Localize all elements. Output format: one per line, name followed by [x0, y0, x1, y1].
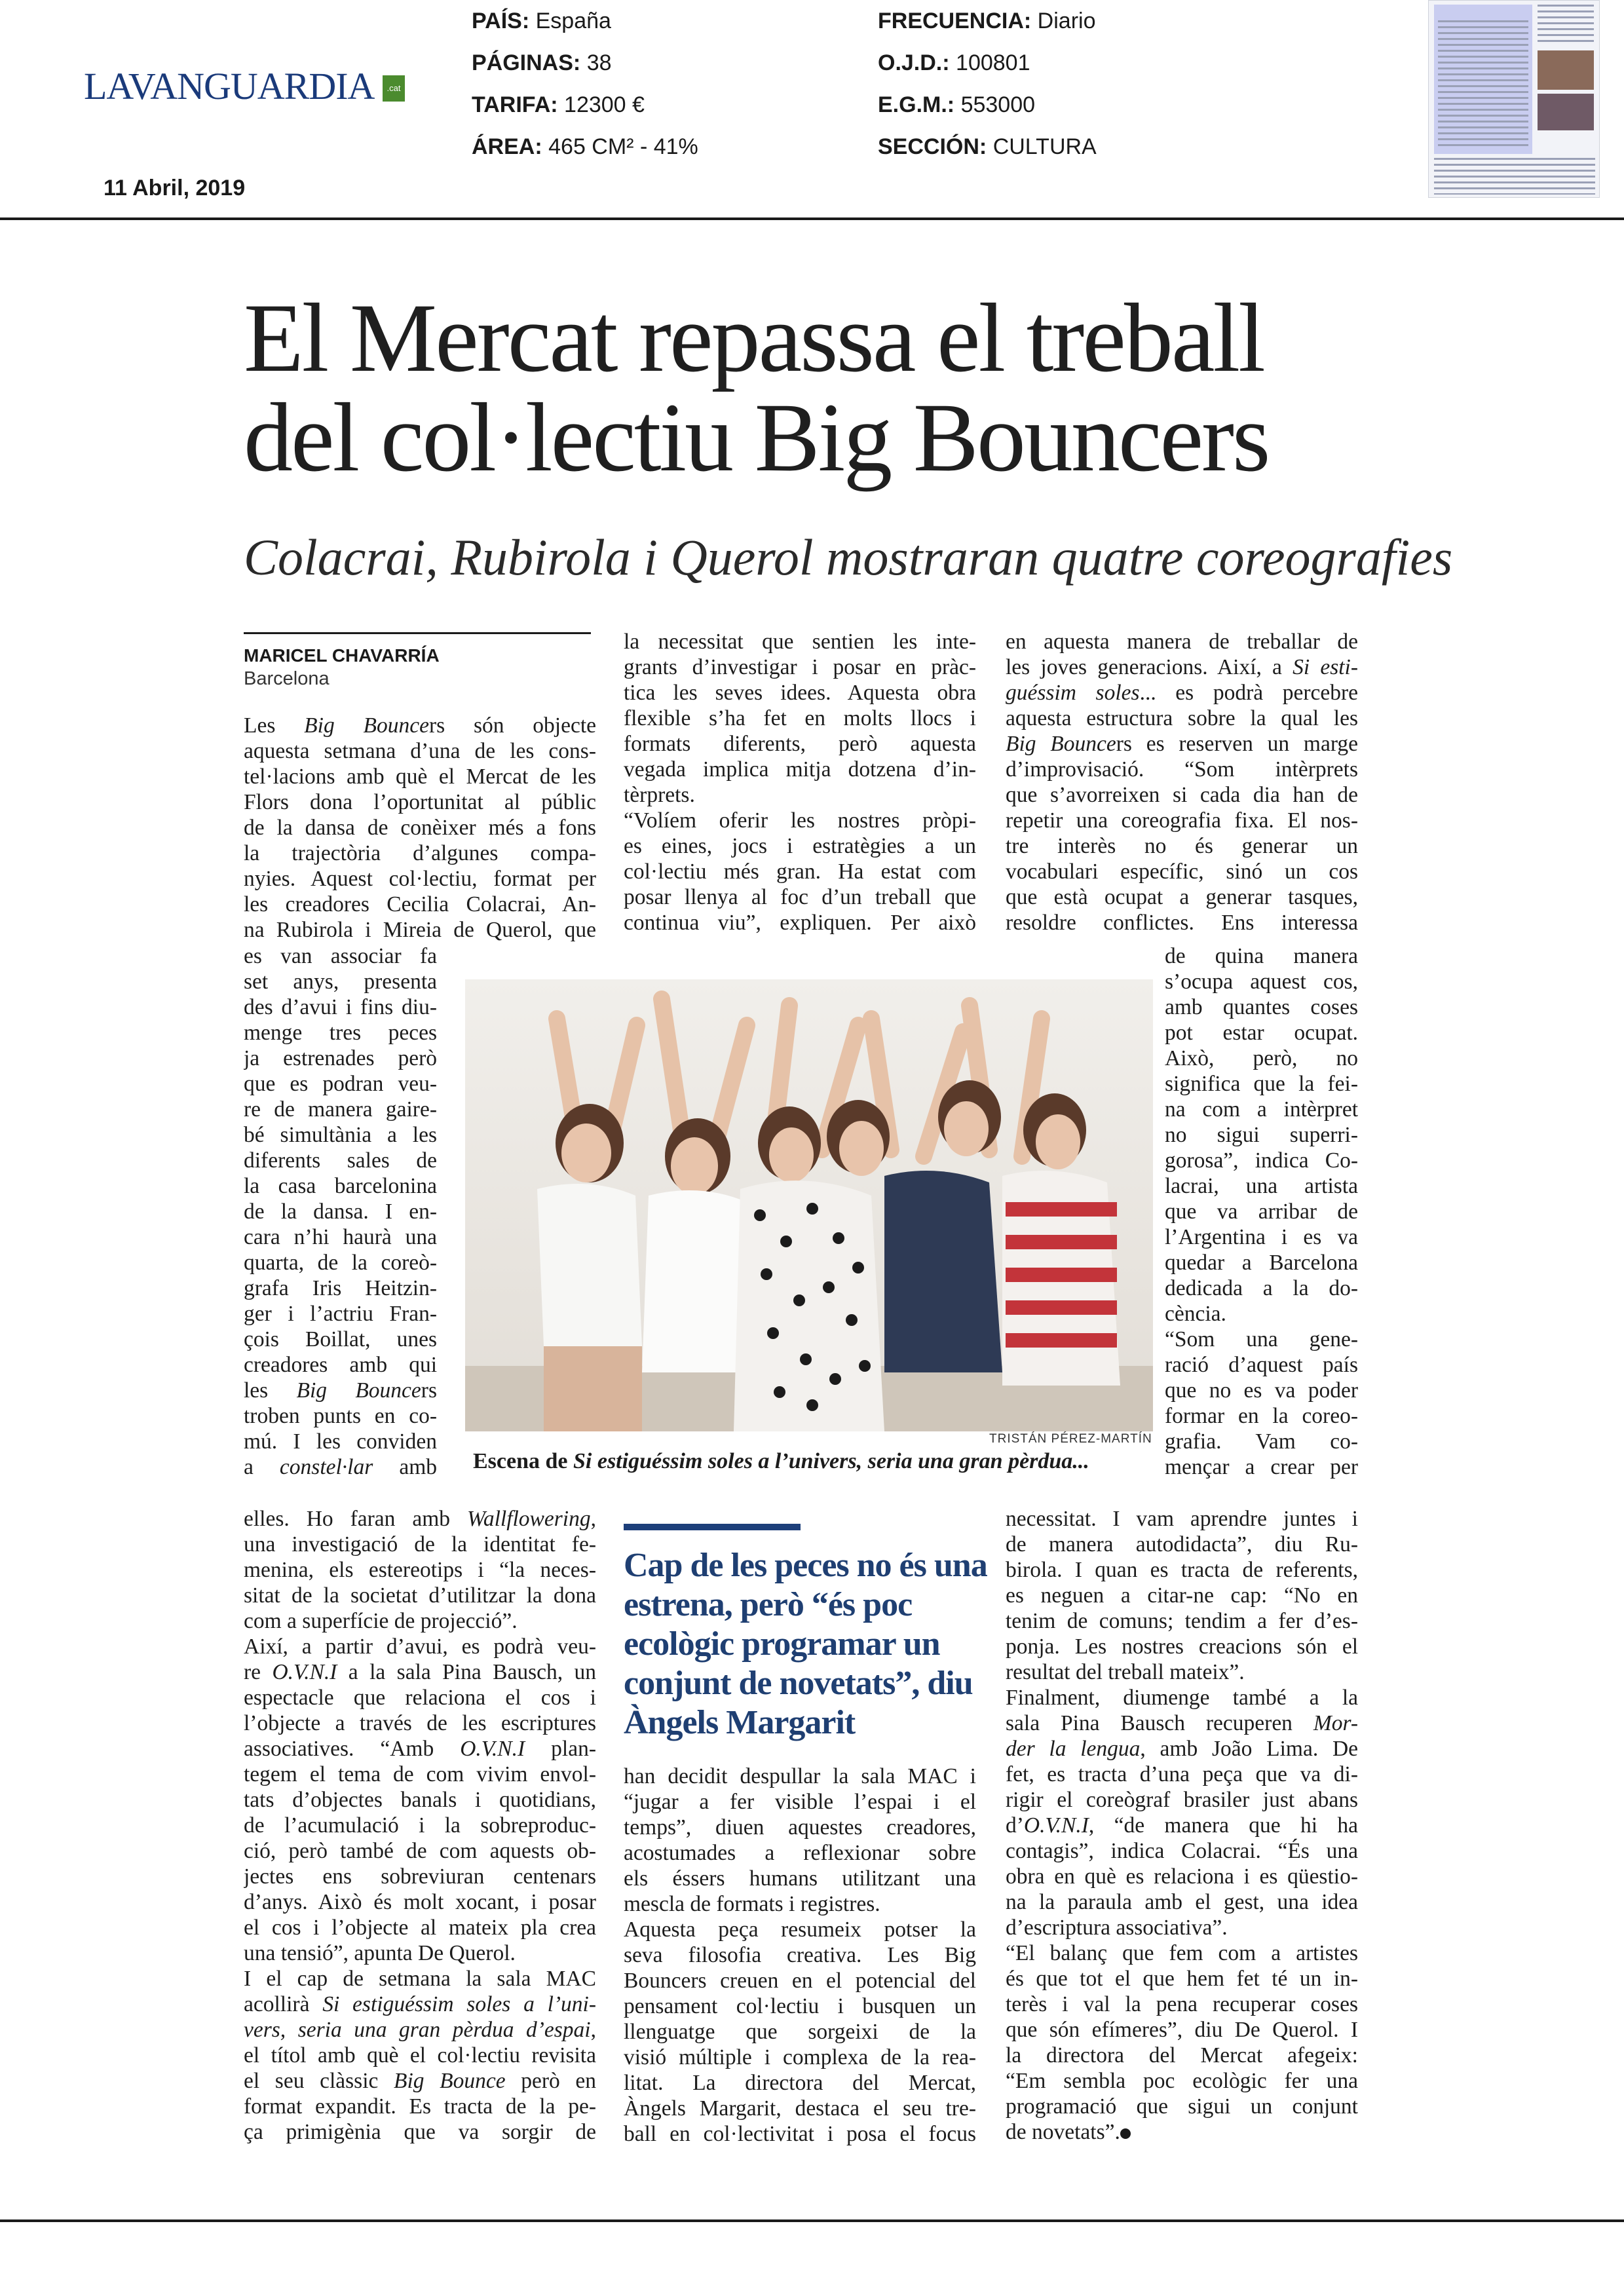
text-line: mú. I les conviden	[244, 1429, 437, 1454]
footer-rule	[0, 2219, 1624, 2222]
publication-date: 11 Abril, 2019	[104, 176, 246, 200]
meta-ojd: O.J.D.: 100801	[878, 50, 1030, 75]
text-line: vers, seria una gran pèrdua d’espai,	[244, 2018, 596, 2042]
text-line: tenim de comuns; tendim a fer d’es-	[1006, 1609, 1358, 1633]
text-line: que es podran veu-	[244, 1072, 437, 1096]
text-line: cència.	[1165, 1302, 1226, 1326]
text-line: a constel·lar amb	[244, 1455, 437, 1479]
location: Barcelona	[244, 668, 330, 689]
text-line: l’objecte a través de les escriptures	[244, 1711, 596, 1735]
text-line: vocabulari específic, sinó un cos	[1006, 859, 1358, 884]
text-line: col·lectiu més gran. Ha estat com	[624, 859, 976, 884]
text-line: re de manera gaire-	[244, 1097, 437, 1122]
meta-right	[878, 8, 1097, 176]
text-line: mençar a crear per	[1165, 1455, 1358, 1479]
text-line: resoldre conflictes. Ens interessa	[1006, 911, 1358, 935]
text-line: que va arribar de	[1165, 1199, 1358, 1224]
text-line: tica les seves idees. Aquesta obra	[624, 681, 976, 705]
text-line: ponja. Les nostres creacions són el	[1006, 1634, 1358, 1659]
text-line: associatives. “Amb O.V.N.I plan-	[244, 1737, 596, 1761]
text-line: aquesta setmana d’una de les cons-	[244, 739, 596, 763]
text-line: vegada implica mitja dotzena d’in-	[624, 757, 976, 782]
text-line: pensament col·lectiu i busquen un	[624, 1994, 976, 2018]
text-line: en aquesta manera de treballar de	[1006, 630, 1358, 654]
text-line: Això, però, no	[1165, 1046, 1358, 1070]
text-line: fet, es tracta d’una peça que va di-	[1006, 1762, 1358, 1786]
text-line: grants d’investigar i posar en pràc-	[624, 655, 976, 679]
text-line: de la dansa. I en-	[244, 1199, 437, 1224]
text-line: llenguatge que sorgeixi de la	[624, 2020, 976, 2044]
text-line: visió múltiple i complexa de la rea-	[624, 2045, 976, 2069]
article-photo	[465, 979, 1153, 1431]
text-line: der la lengua, amb João Lima. De	[1006, 1737, 1358, 1761]
text-line: “El balanç que fem com a artistes	[1006, 1941, 1358, 1965]
text-line: que són efímeres”, diu De Querol. I	[1006, 2018, 1358, 2042]
text-line: pot estar ocupat.	[1165, 1021, 1358, 1045]
headline-line-2: del col·lectiu Big Bouncers	[244, 383, 1269, 492]
text-line: els éssers humans utilitzant una	[624, 1866, 976, 1891]
text-line: quarta, de la coreò-	[244, 1251, 437, 1275]
text-line: birola. I quan es tracta de referents,	[1006, 1558, 1358, 1582]
author: MARICEL CHAVARRÍA	[244, 645, 440, 666]
text-line: “Volíem oferir les nostres pròpi-	[624, 808, 976, 833]
text-line: sitat de la societat d’utilitzar la dona	[244, 1583, 596, 1608]
text-line: espectacle que relaciona el cos i	[244, 1686, 596, 1710]
text-line: s’ocupa aquest cos,	[1165, 970, 1358, 994]
meta-egm: E.G.M.: 553000	[878, 92, 1036, 117]
text-line: tèrprets.	[624, 783, 695, 807]
text-line: d’improvisació. “Som intèrprets	[1006, 757, 1358, 782]
text-line: de la dansa de conèixer més a fons	[244, 816, 596, 840]
text-line: çois Boillat, unes	[244, 1327, 437, 1351]
text-line: troben punts en co-	[244, 1404, 437, 1428]
pullquote-bar	[624, 1524, 801, 1530]
text-line: el cos i l’objecte al mateix pla crea	[244, 1916, 596, 1940]
text-line: ça primigènia que va sorgir de	[244, 2120, 596, 2144]
text-line: acollirà Si estiguéssim soles a l’uni-	[244, 1992, 596, 2016]
text-line: continua viu”, expliquen. Per això	[624, 911, 976, 935]
text-line: contagis”, indica Colacrai. “És una	[1006, 1839, 1358, 1863]
column-2-top	[624, 629, 976, 935]
text-line: temps”, diuen aquestes creadores,	[624, 1815, 976, 1840]
text-line: Finalment, diumenge també a la	[1006, 1686, 1358, 1710]
text-line: resultat del treball mateix”.	[1006, 1660, 1245, 1684]
header-rule	[0, 217, 1624, 220]
column-3-wrap	[1165, 943, 1358, 1480]
text-line: “jugar a fer visible l’espai i el	[624, 1790, 976, 1814]
text-line: significa que la fei-	[1165, 1072, 1358, 1096]
text-line: format expandit. Es tracta de la pe-	[244, 2094, 596, 2119]
logo-text: LAVANGUARDIA	[84, 65, 375, 107]
text-line: han decidit despullar la sala MAC i	[624, 1764, 976, 1788]
text-line: amb quantes coses	[1165, 995, 1358, 1019]
text-line: diferents sales de	[244, 1148, 437, 1173]
column-3-bottom	[1006, 1506, 1358, 2145]
text-line: rigir el coreògraf brasiler just abans	[1006, 1788, 1358, 1812]
text-line: na la paraula amb el gest, una idea	[1006, 1890, 1358, 1914]
text-line: necessitat. I vam aprendre juntes i	[1006, 1507, 1358, 1531]
text-line: d’escriptura associativa”.	[1006, 1916, 1228, 1940]
column-1-bottom	[244, 1506, 596, 2145]
text-line: set anys, presenta	[244, 970, 437, 994]
text-line: tel·lacions amb què el Mercat de les	[244, 765, 596, 789]
text-line: l’Argentina i es va	[1165, 1225, 1358, 1249]
text-line: nyies. Aquest col·lectiu, format per	[244, 867, 596, 891]
newspaper-logo	[84, 67, 404, 105]
end-of-article-bullet	[1120, 2128, 1131, 2139]
text-line: Flors dona l’oportunitat al públic	[244, 790, 596, 814]
dancers-illustration	[465, 979, 1153, 1431]
text-line: I el cap de setmana la sala MAC	[244, 1967, 596, 1991]
text-line: es neguen a citar-ne cap: “No en	[1006, 1583, 1358, 1608]
text-line: es van associar fa	[244, 944, 437, 968]
text-line: el seu clàssic Big Bounce però en	[244, 2069, 596, 2093]
text-line: que s’avorreixen si cada dia han de	[1006, 783, 1358, 807]
text-line: que està ocupat a generar tasques,	[1006, 885, 1358, 909]
text-line: flexible s’ha fet en molts llocs i	[624, 706, 976, 730]
text-line: les joves generacions. Així, a Si esti-	[1006, 655, 1358, 679]
text-line: terès i val la pena recuperar coses	[1006, 1992, 1358, 2016]
text-line: la casa barcelonina	[244, 1174, 437, 1198]
meta-country: PAÍS: España	[472, 9, 611, 33]
text-line: les creadores Cecilia Colacrai, An-	[244, 892, 596, 916]
column-3-top	[1006, 629, 1358, 935]
byline-rule	[244, 632, 591, 634]
text-line: la directora del Mercat afegeix:	[1006, 2043, 1358, 2068]
pullquote: Cap de les peces no és una estrena, però “és poc ecològic programar un conjunt de novetats”, diu Àngels Margarit	[624, 1547, 987, 1741]
meta-area: ÁREA: 465 CM² - 41%	[472, 134, 698, 159]
text-line: acostumades a reflexionar sobre	[624, 1841, 976, 1865]
subheadline: Colacrai, Rubirola i Querol mostraran quatre coreografies	[244, 529, 1453, 586]
text-line: quedar a Barcelona	[1165, 1251, 1358, 1275]
text-line: Aquesta peça resumeix potser la	[624, 1917, 976, 1942]
text-line: programació que sigui un conjunt	[1006, 2094, 1358, 2119]
text-line: grafa Iris Heitzin-	[244, 1276, 437, 1300]
text-line: posar llenya al foc d’un treball que	[624, 885, 976, 909]
text-line: Bouncers creuen en el potencial del	[624, 1969, 976, 1993]
text-line: una tensió”, apunta De Querol.	[244, 1941, 516, 1965]
text-line: sala Pina Bausch recuperen Mor-	[1006, 1711, 1358, 1735]
meta-section: SECCIÓN: CULTURA	[878, 134, 1097, 159]
text-line: na Rubirola i Mireia de Querol, que	[244, 918, 596, 942]
text-line: Big Bouncers es reserven un marge	[1006, 732, 1358, 756]
photo-credit: TRISTÁN PÉREZ-MARTÍN	[989, 1432, 1152, 1446]
meta-rate: TARIFA: 12300 €	[472, 92, 645, 117]
text-line: Àngels Margarit, destaca el seu tre-	[624, 2096, 976, 2121]
text-line: “Som una gene-	[1165, 1327, 1358, 1351]
text-line: una investigació de la identitat fe-	[244, 1532, 596, 1557]
column-2-bottom	[624, 1764, 976, 2147]
text-line: tegem el tema de com vivim envol-	[244, 1762, 596, 1786]
text-line: grafia. Vam co-	[1165, 1429, 1358, 1454]
text-line: cara n’hi haurà una	[244, 1225, 437, 1249]
text-line: la trajectòria d’algunes compa-	[244, 841, 596, 865]
text-line: com a superfície de projecció”.	[244, 1609, 518, 1633]
text-line: guéssim soles... es podrà percebre	[1006, 681, 1358, 705]
text-line: seva filosofia creativa. Les Big	[624, 1943, 976, 1967]
text-line: ger i l’actriu Fran-	[244, 1302, 437, 1326]
text-line: elles. Ho faran amb Wallflowering,	[244, 1507, 596, 1531]
photo-caption: Escena de Si estiguéssim soles a l’univers, seria una gran pèrdua...	[473, 1449, 1089, 1473]
column-1-wrap	[244, 943, 437, 1480]
text-line: jectes ens sobreviuran centenars	[244, 1864, 596, 1889]
text-line: de novetats”.	[1006, 2119, 1358, 2145]
text-line: menina, els estereotips i “la neces-	[244, 1558, 596, 1582]
meta-pages: PÁGINAS: 38	[472, 50, 612, 75]
text-line: repetir una coreografia fixa. El nos-	[1006, 808, 1358, 833]
text-line: les Big Bouncers	[244, 1378, 437, 1403]
text-line: la necessitat que sentien les inte-	[624, 630, 976, 654]
text-line: menge tres peces	[244, 1021, 437, 1045]
text-line: dedicada a la do-	[1165, 1276, 1358, 1300]
text-line: és que tot el que hem fet té un in-	[1006, 1967, 1358, 1991]
meta-left	[472, 8, 698, 176]
text-line: de manera autodidacta”, diu Ru-	[1006, 1532, 1358, 1557]
text-line: litat. La directora del Mercat,	[624, 2071, 976, 2095]
text-line: aquesta estructura sobre la qual les	[1006, 706, 1358, 730]
text-line: re O.V.N.I a la sala Pina Bausch, un	[244, 1660, 596, 1684]
page-thumbnail	[1428, 0, 1600, 198]
text-line: “Em sembla poc ecològic fer una	[1006, 2069, 1358, 2093]
text-line: ja estrenades però	[244, 1046, 437, 1070]
text-line: bé simultània a les	[244, 1123, 437, 1147]
text-line: obra en què es relaciona i es qüestio-	[1006, 1864, 1358, 1889]
text-line: Així, a partir d’avui, es podrà veu-	[244, 1634, 596, 1659]
text-line: creadores amb qui	[244, 1353, 437, 1377]
column-1-top	[244, 713, 596, 943]
text-line: ball en col·lectivitat i posa el focus	[624, 2122, 976, 2146]
text-line: mescla de formats i registres.	[624, 1892, 880, 1916]
headline-line-1: El Mercat repassa el treball	[244, 284, 1264, 392]
text-line: gorosa”, indica Co-	[1165, 1148, 1358, 1173]
text-line: no sigui superri-	[1165, 1123, 1358, 1147]
text-line: formats diferents, però aquesta	[624, 732, 976, 756]
text-line: de quina manera	[1165, 944, 1358, 968]
logo-suffix: .cat	[383, 75, 405, 102]
text-line: el títol amb què el col·lectiu revisita	[244, 2043, 596, 2068]
text-line: Les Big Bouncers són objecte	[244, 713, 596, 738]
text-line: lacrai, una artista	[1165, 1174, 1358, 1198]
text-line: d’O.V.N.I, “de manera que hi ha	[1006, 1813, 1358, 1838]
text-line: ració d’aquest país	[1165, 1353, 1358, 1377]
meta-frequency: FRECUENCIA: Diario	[878, 9, 1096, 33]
headline	[244, 284, 1357, 492]
text-line: tre interès no és generar un	[1006, 834, 1358, 858]
text-line: na com a intèrpret	[1165, 1097, 1358, 1122]
text-line: formar en la coreo-	[1165, 1404, 1358, 1428]
text-line: des d’avui i fins diu-	[244, 995, 437, 1019]
text-line: de l’acumulació i la sobreproduc-	[244, 1813, 596, 1838]
text-line: tats d’objectes banals i quotidians,	[244, 1788, 596, 1812]
text-line: ció, però també de com aquests ob-	[244, 1839, 596, 1863]
text-line: d’anys. Això és molt xocant, i posar	[244, 1890, 596, 1914]
text-line: es eines, jocs i estratègies a un	[624, 834, 976, 858]
text-line: que no es va poder	[1165, 1378, 1358, 1403]
